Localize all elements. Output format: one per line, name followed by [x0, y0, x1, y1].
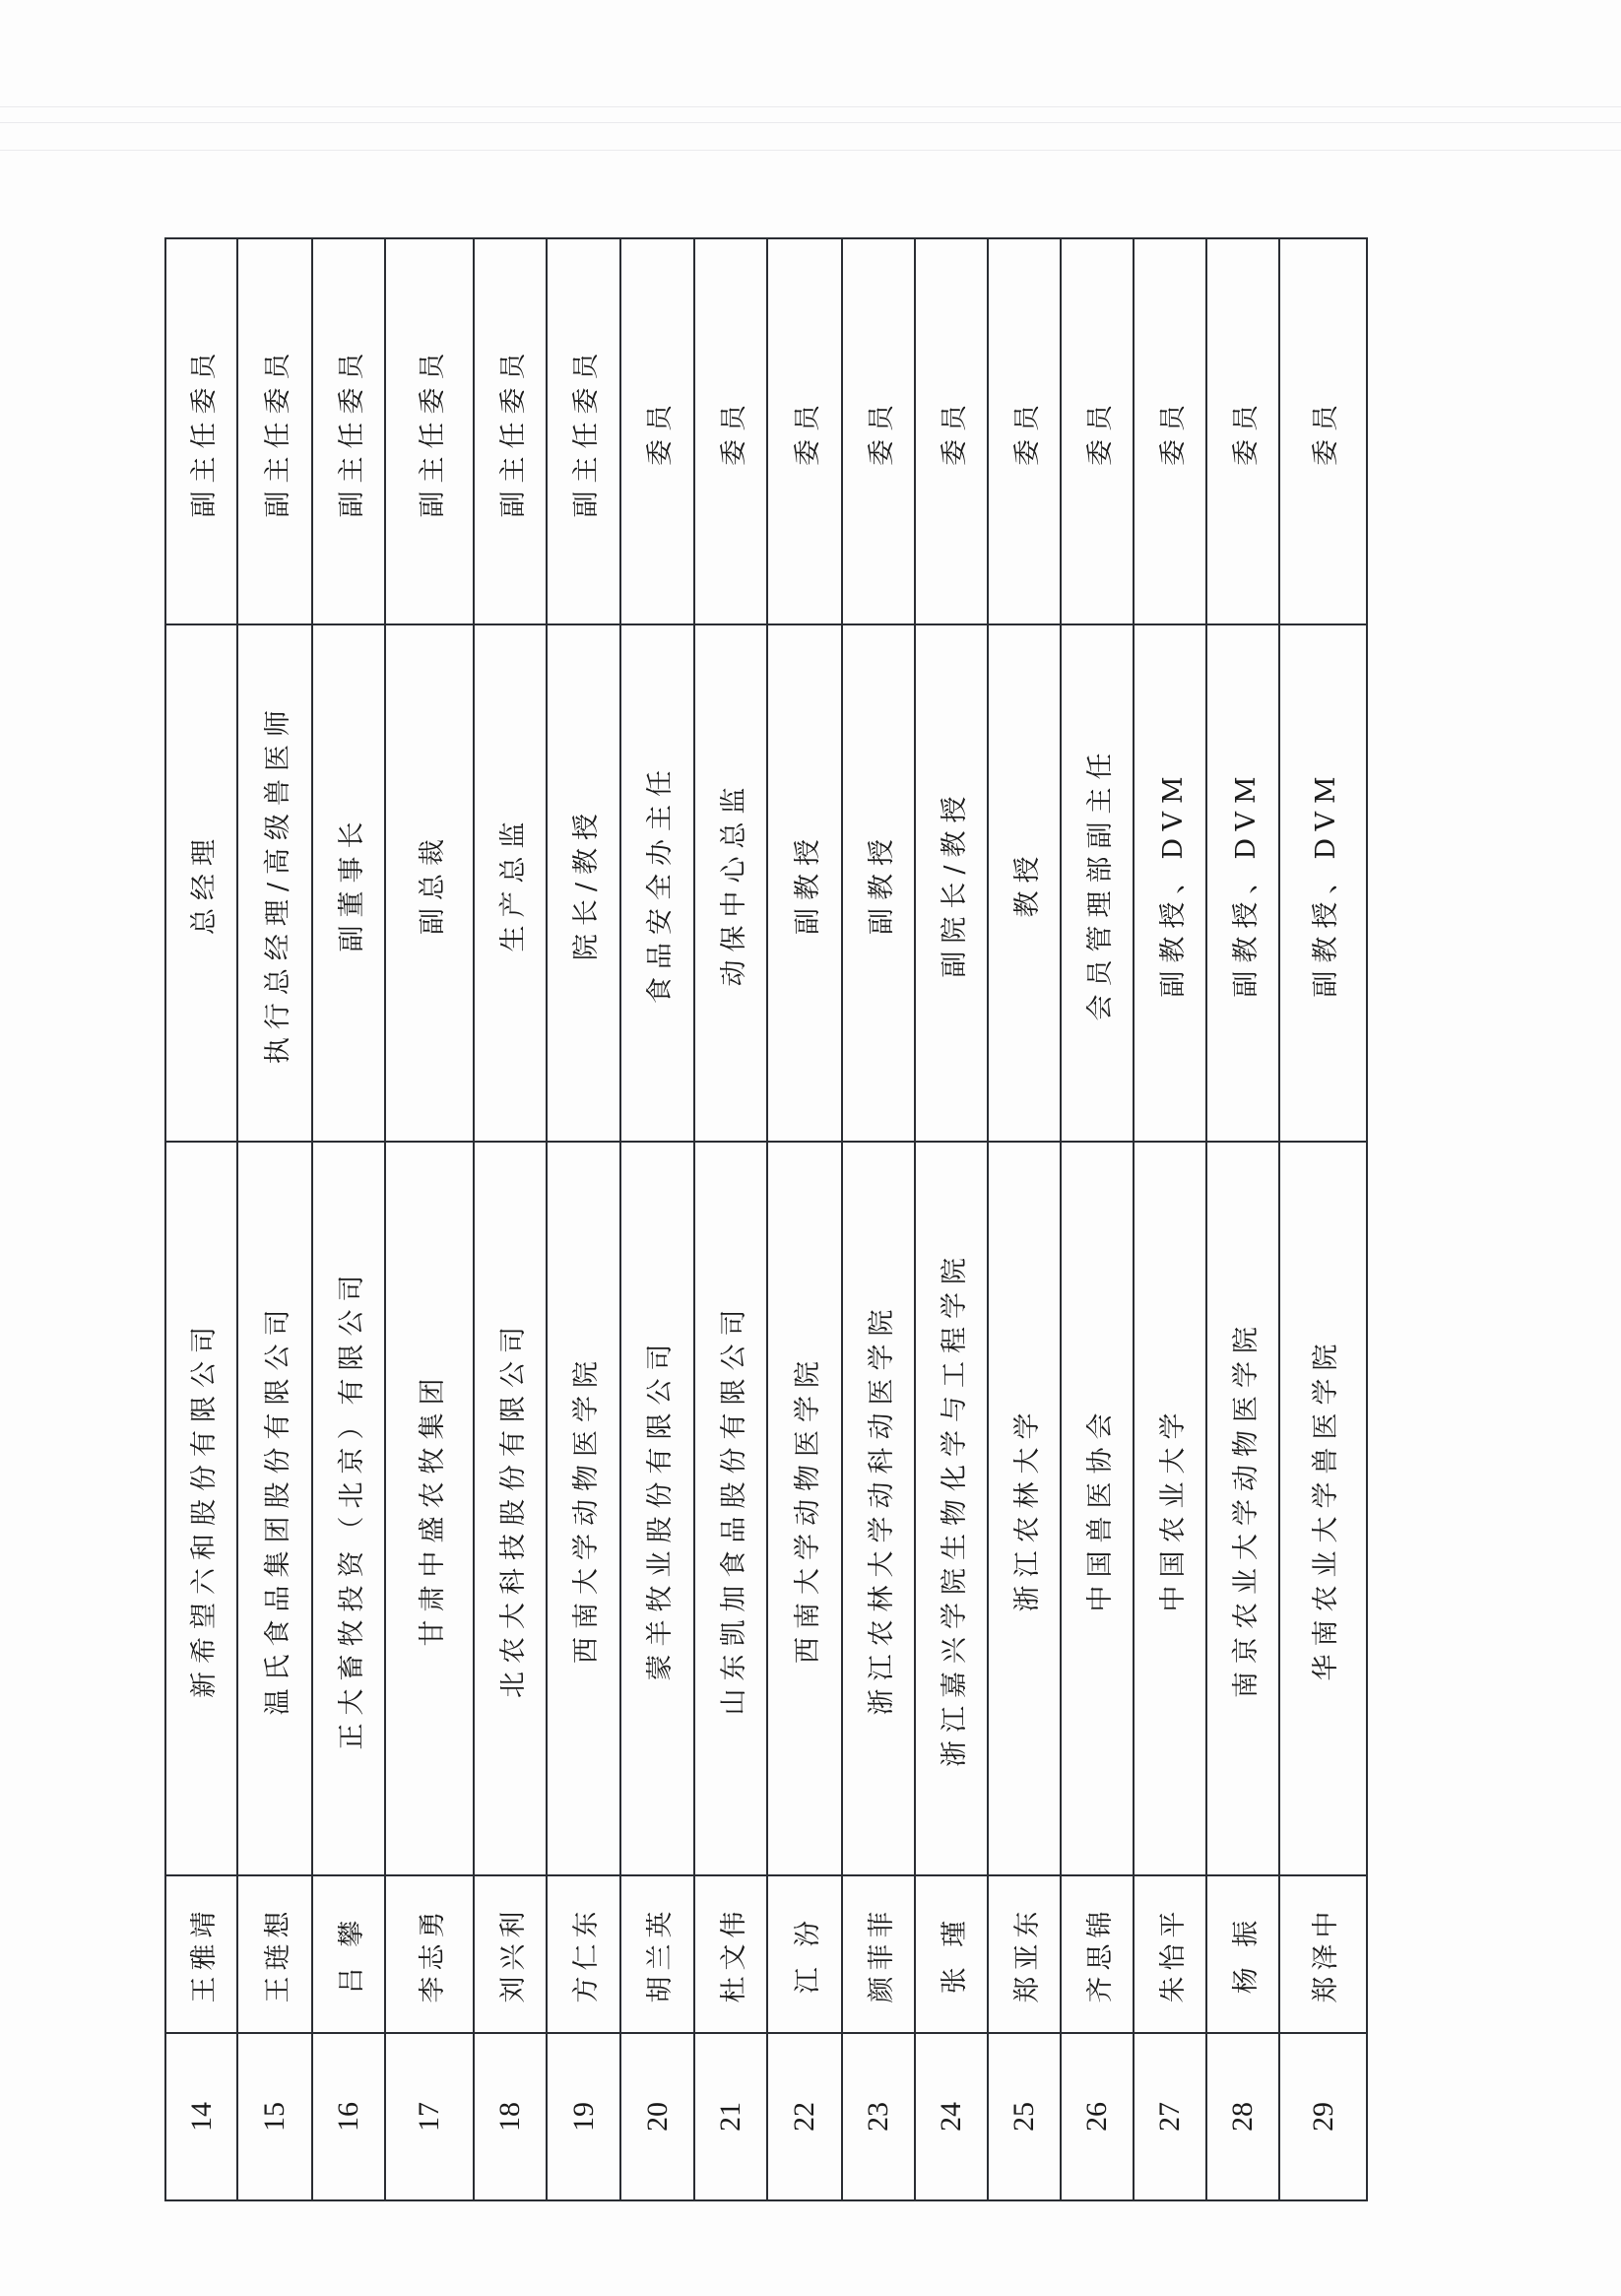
member-organization: 南京农业大学动物医学院: [1206, 1142, 1279, 1875]
member-name: 王雅靖: [165, 1875, 237, 2033]
member-name: 李志勇: [385, 1875, 474, 2033]
committee-role: 委员: [1134, 238, 1206, 624]
member-name: 郑亚东: [988, 1875, 1061, 2033]
table-row: [165, 238, 237, 2200]
committee-role: 委员: [767, 238, 842, 624]
committee-role: 委员: [842, 238, 915, 624]
table-row: [474, 238, 547, 2200]
committee-role: 委员: [988, 238, 1061, 624]
member-name: 张 瑾: [915, 1875, 988, 2033]
committee-role: 委员: [915, 238, 988, 624]
table-row: [312, 238, 385, 2200]
member-title: 教授: [988, 624, 1061, 1142]
table-row: [694, 238, 767, 2200]
row-number: 26: [1061, 2033, 1134, 2200]
table-row: [237, 238, 312, 2200]
member-title: 副教授、DVM: [1206, 624, 1279, 1142]
member-name: 吕 攀: [312, 1875, 385, 2033]
committee-role: 委员: [1206, 238, 1279, 624]
committee-role: 副主任委员: [165, 238, 237, 624]
committee-role: 委员: [1279, 238, 1367, 624]
member-title: 副教授: [767, 624, 842, 1142]
roster-table-rotated: [164, 239, 1366, 2201]
member-title: 院长/教授: [547, 624, 620, 1142]
member-name: 郑泽中: [1279, 1875, 1367, 2033]
scan-artifact: [0, 150, 1621, 151]
table-row: [988, 238, 1061, 2200]
table-row: [767, 238, 842, 2200]
member-name: 刘兴利: [474, 1875, 547, 2033]
member-organization: 中国兽医协会: [1061, 1142, 1134, 1875]
table-row: [1061, 238, 1134, 2200]
table-row: [1279, 238, 1367, 2200]
member-title: 副教授、DVM: [1134, 624, 1206, 1142]
row-number: 22: [767, 2033, 842, 2200]
row-number: 16: [312, 2033, 385, 2200]
member-organization: 蒙羊牧业股份有限公司: [620, 1142, 694, 1875]
committee-role: 副主任委员: [385, 238, 474, 624]
roster-table: [164, 237, 1368, 2201]
member-name: 颜菲菲: [842, 1875, 915, 2033]
committee-role: 副主任委员: [312, 238, 385, 624]
member-organization: 西南大学动物医学院: [547, 1142, 620, 1875]
table-row: [620, 238, 694, 2200]
row-number: 19: [547, 2033, 620, 2200]
scan-artifact: [0, 106, 1621, 107]
committee-role: 副主任委员: [547, 238, 620, 624]
table-row: [547, 238, 620, 2200]
member-title: 副教授、DVM: [1279, 624, 1367, 1142]
committee-role: 委员: [694, 238, 767, 624]
table-row: [842, 238, 915, 2200]
table-row: [385, 238, 474, 2200]
committee-role: 委员: [620, 238, 694, 624]
member-organization: 浙江农林大学动科动医学院: [842, 1142, 915, 1875]
member-title: 副董事长: [312, 624, 385, 1142]
table-row: [1206, 238, 1279, 2200]
member-name: 胡兰英: [620, 1875, 694, 2033]
row-number: 23: [842, 2033, 915, 2200]
member-organization: 中国农业大学: [1134, 1142, 1206, 1875]
row-number: 20: [620, 2033, 694, 2200]
member-organization: 浙江嘉兴学院生物化学与工程学院: [915, 1142, 988, 1875]
row-number: 14: [165, 2033, 237, 2200]
row-number: 24: [915, 2033, 988, 2200]
row-number: 18: [474, 2033, 547, 2200]
member-organization: 新希望六和股份有限公司: [165, 1142, 237, 1875]
row-number: 15: [237, 2033, 312, 2200]
table-row: [1134, 238, 1206, 2200]
row-number: 21: [694, 2033, 767, 2200]
member-title: 动保中心总监: [694, 624, 767, 1142]
member-name: 朱怡平: [1134, 1875, 1206, 2033]
scan-artifact: [0, 122, 1621, 123]
member-title: 生产总监: [474, 624, 547, 1142]
member-title: 会员管理部副主任: [1061, 624, 1134, 1142]
row-number: 17: [385, 2033, 474, 2200]
row-number: 25: [988, 2033, 1061, 2200]
row-number: 27: [1134, 2033, 1206, 2200]
member-title: 副院长/教授: [915, 624, 988, 1142]
committee-role: 副主任委员: [474, 238, 547, 624]
member-name: 王琏想: [237, 1875, 312, 2033]
member-organization: 山东凯加食品股份有限公司: [694, 1142, 767, 1875]
member-name: 江 汾: [767, 1875, 842, 2033]
member-title: 执行总经理/高级兽医师: [237, 624, 312, 1142]
member-organization: 正大畜牧投资（北京）有限公司: [312, 1142, 385, 1875]
row-number: 28: [1206, 2033, 1279, 2200]
member-title: 副教授: [842, 624, 915, 1142]
member-title: 食品安全办主任: [620, 624, 694, 1142]
member-name: 杨 振: [1206, 1875, 1279, 2033]
committee-role: 委员: [1061, 238, 1134, 624]
member-title: 副总裁: [385, 624, 474, 1142]
member-organization: 温氏食品集团股份有限公司: [237, 1142, 312, 1875]
member-organization: 甘肃中盛农牧集团: [385, 1142, 474, 1875]
member-name: 方仁东: [547, 1875, 620, 2033]
member-title: 总经理: [165, 624, 237, 1142]
row-number: 29: [1279, 2033, 1367, 2200]
member-name: 齐思锦: [1061, 1875, 1134, 2033]
member-organization: 西南大学动物医学院: [767, 1142, 842, 1875]
member-organization: 北农大科技股份有限公司: [474, 1142, 547, 1875]
committee-role: 副主任委员: [237, 238, 312, 624]
table-row: [915, 238, 988, 2200]
member-name: 杜文伟: [694, 1875, 767, 2033]
member-organization: 华南农业大学兽医学院: [1279, 1142, 1367, 1875]
member-organization: 浙江农林大学: [988, 1142, 1061, 1875]
